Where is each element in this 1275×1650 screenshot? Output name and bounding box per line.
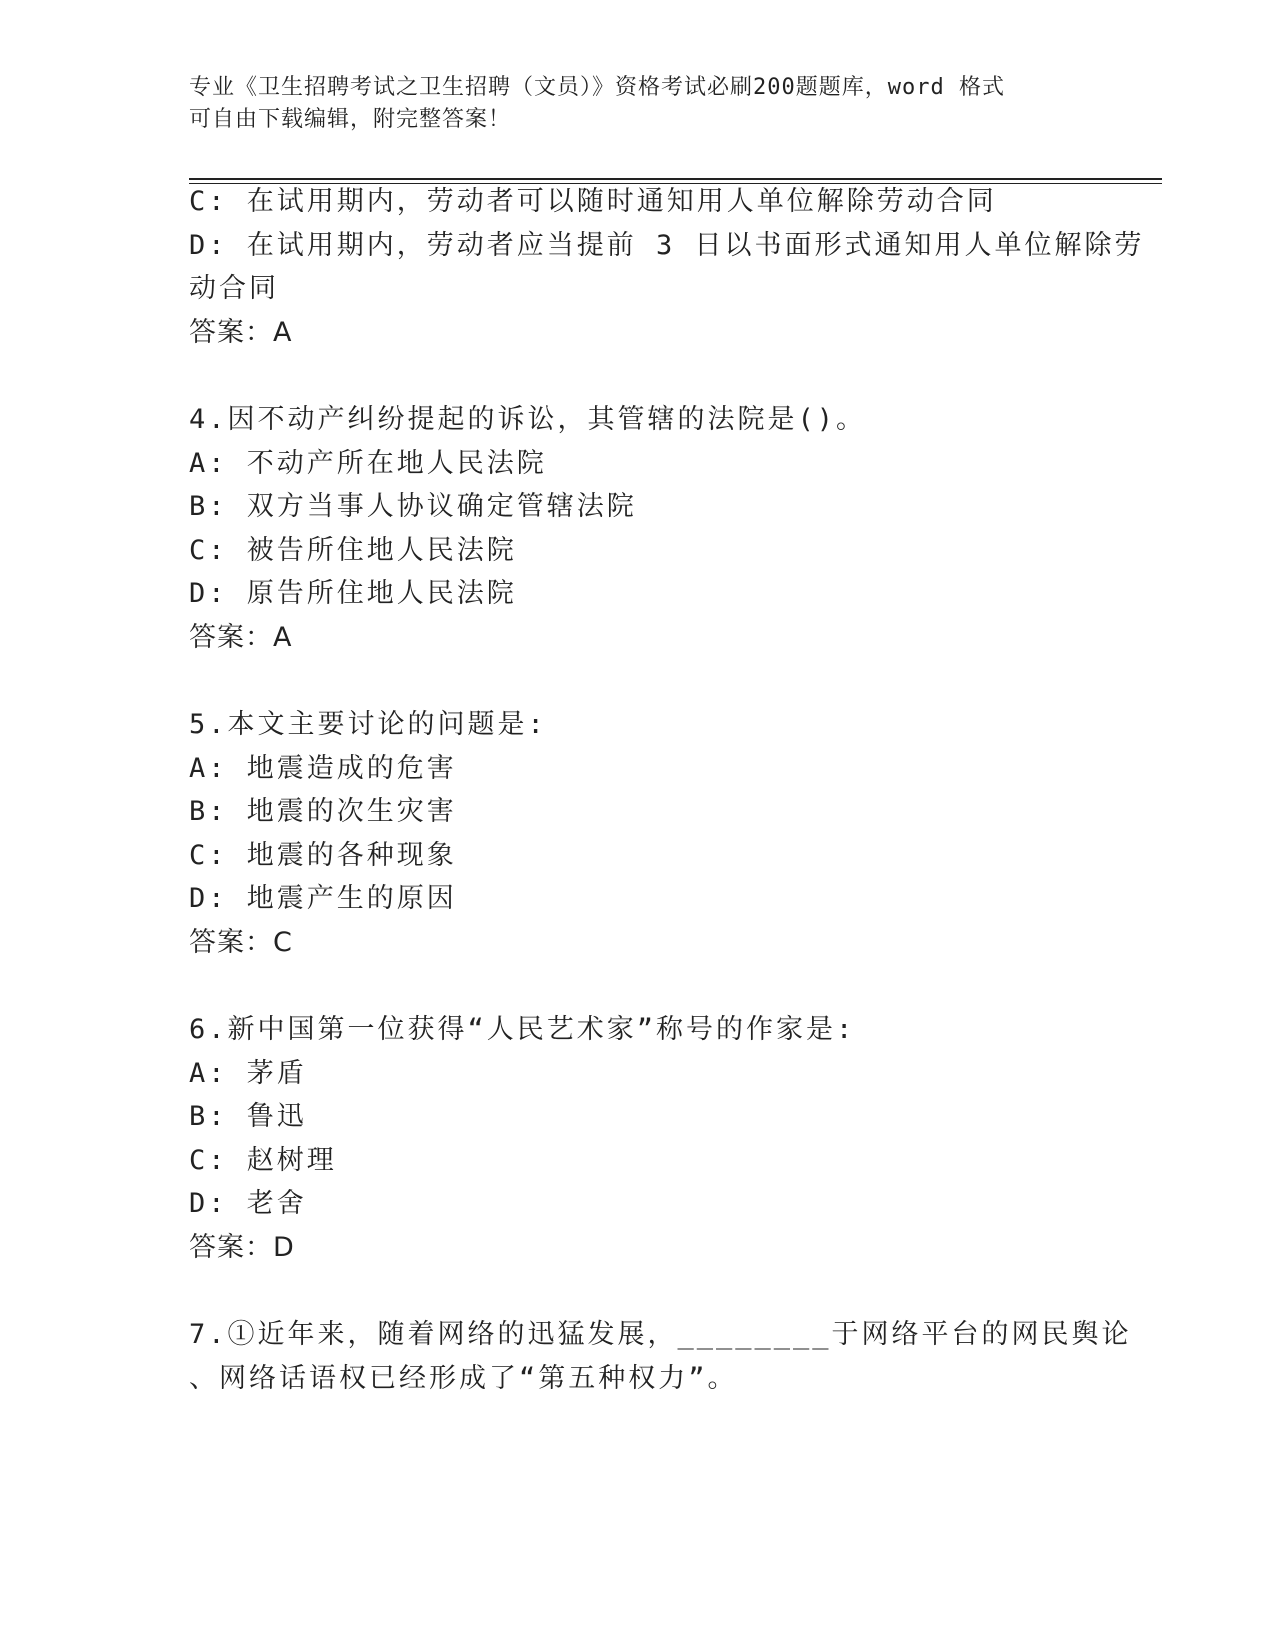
q5-option-c: C: 地震的各种现象 xyxy=(189,840,457,871)
q5-option-a: A: 地震造成的危害 xyxy=(189,753,457,784)
q6-option-a: A: 茅盾 xyxy=(189,1058,307,1089)
q3-option-c: C: 在试用期内，劳动者可以随时通知用人单位解除劳动合同 xyxy=(189,186,997,217)
q5-option-d: D: 地震产生的原因 xyxy=(189,883,457,914)
q6-stem: 6.新中国第一位获得“人民艺术家”称号的作家是: xyxy=(189,1014,856,1045)
q4-option-c: C: 被告所住地人民法院 xyxy=(189,535,517,566)
q3-answer: 答案：A xyxy=(189,317,293,348)
q4-option-b: B: 双方当事人协议确定管辖法院 xyxy=(189,491,637,522)
q3-option-d-line1: D: 在试用期内，劳动者应当提前 3 日以书面形式通知用人单位解除劳 xyxy=(189,230,1145,261)
q4-option-a: A: 不动产所在地人民法院 xyxy=(189,448,547,479)
q5-answer: 答案：C xyxy=(189,927,293,958)
header-rule-thin xyxy=(189,183,1162,184)
document-header xyxy=(189,72,1069,136)
q7-stem-line2: 、网络话语权已经形成了“第五种权力”。 xyxy=(189,1363,738,1394)
q6-option-b: B: 鲁迅 xyxy=(189,1101,307,1132)
q7-stem-line1: 7.①近年来，随着网络的迅猛发展，________于网络平台的网民舆论 xyxy=(189,1319,1132,1350)
q5-option-b: B: 地震的次生灾害 xyxy=(189,796,457,827)
q3-option-d-line2: 动合同 xyxy=(189,273,279,304)
q4-stem: 4.因不动产纠纷提起的诉讼，其管辖的法院是()。 xyxy=(189,404,867,435)
q6-answer: 答案：D xyxy=(189,1232,295,1263)
header-line-2: 可自由下载编辑，附完整答案！ xyxy=(189,107,512,132)
header-line-1: 专业《卫生招聘考试之卫生招聘（文员）》资格考试必刷200题题库，word 格式 xyxy=(189,75,1005,100)
q4-answer: 答案：A xyxy=(189,622,293,653)
header-rule-thick xyxy=(189,178,1162,180)
q5-stem: 5.本文主要讨论的问题是: xyxy=(189,709,547,740)
q4-option-d: D: 原告所住地人民法院 xyxy=(189,578,517,609)
q6-option-d: D: 老舍 xyxy=(189,1188,307,1219)
q6-option-c: C: 赵树理 xyxy=(189,1145,337,1176)
